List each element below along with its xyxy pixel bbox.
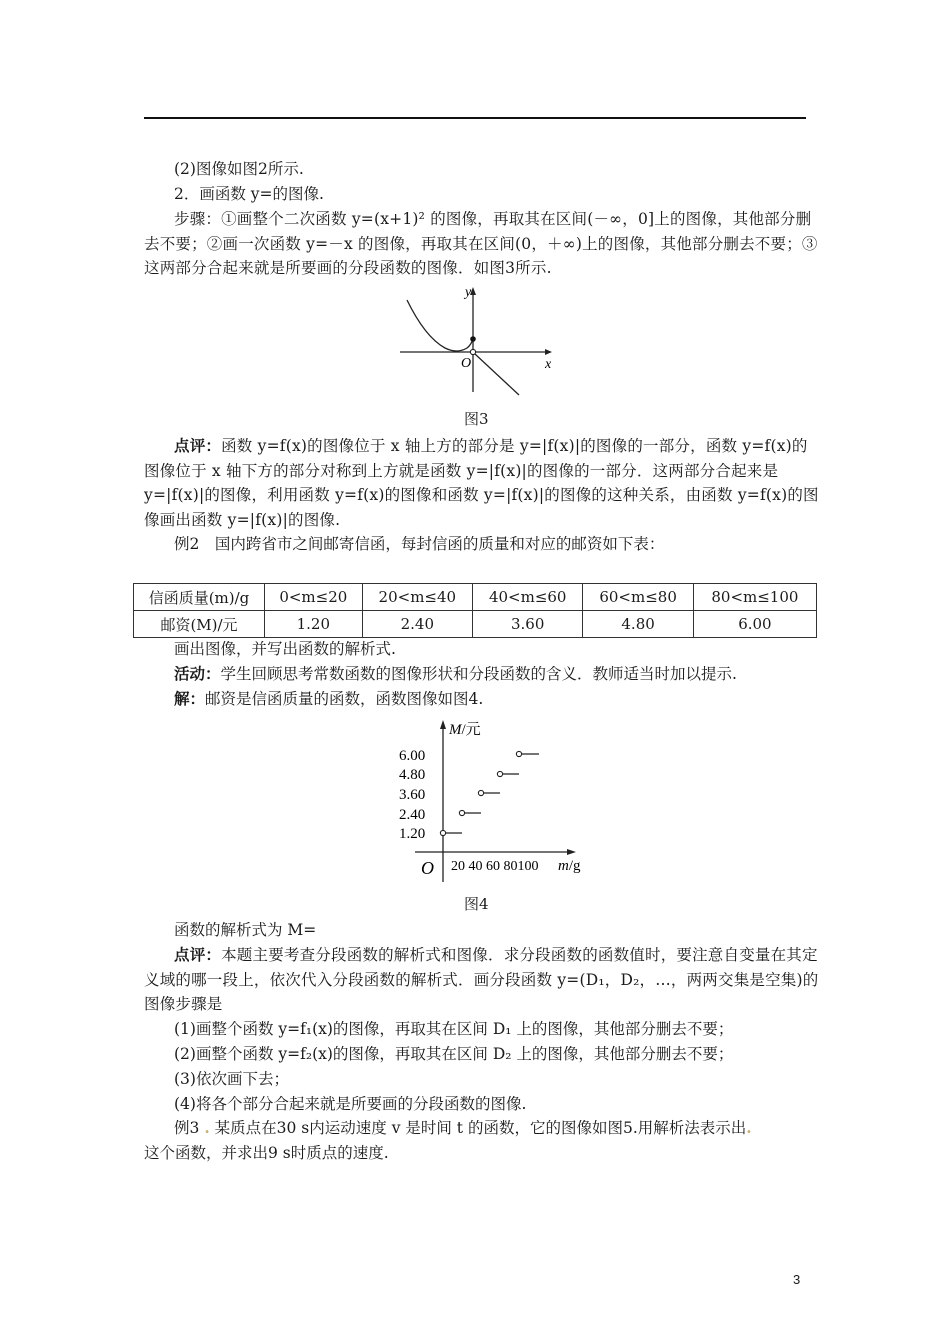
- table-cell: 20<m≤40: [362, 584, 472, 611]
- table-cell: 1.20: [265, 611, 363, 638]
- table-cell: 0<m≤20: [265, 584, 363, 611]
- comment-label: 点评：: [174, 945, 222, 964]
- comment-text: 函数 y=f(x)的图像位于 x 轴上方的部分是 y=|f(x)|的图像的一部分，函数 y=f(x)的图像位于 x 轴下方的部分对称到上方就是函数 y=|f(x)|的图像的一部分．这两部分合起来是 y=|f(x)|的图像，利用函数 y=f(x)的图像和函数 y=|f(x)|的图像的这种关系，由函数 y=f(x)的图像画出函数 y=|f(x)|的图像.: [144, 437, 819, 529]
- marker-dot: .: [746, 1118, 752, 1137]
- solution-text: 邮资是信函质量的函数，函数图像如图4.: [205, 690, 484, 708]
- step-item: (4)将各个部分合起来就是所要画的分段函数的图像.: [174, 1095, 527, 1113]
- origin-label: O: [421, 858, 434, 878]
- table-cell: 80<m≤100: [693, 584, 816, 611]
- table-cell: 4.80: [583, 611, 693, 638]
- y-axis-label: y: [465, 285, 472, 300]
- solution-label: 解：: [174, 689, 206, 708]
- y-tick-label: 4.80: [399, 767, 426, 783]
- solution-line: [174, 687, 483, 711]
- figure-4-caption: 图4: [464, 895, 489, 913]
- example-3-continuation: 这个函数，并求出9 s时质点的速度.: [144, 1144, 389, 1162]
- table-row: [134, 584, 817, 611]
- table-cell: 信函质量(m)/g: [134, 584, 265, 611]
- task-line: 画出图像，并写出函数的解析式.: [174, 640, 396, 658]
- y-tick-label: 1.20: [399, 826, 426, 842]
- comment-paragraph: [144, 943, 819, 1017]
- header-rule: [144, 117, 806, 119]
- origin-label: O: [461, 356, 472, 371]
- comment-text: 本题主要考查分段函数的解析式和图像．求分段函数的函数值时，要注意自变量在其定义域的哪一段上，依次代入分段函数的解析式．画分段函数 y=(D₁，D₂，…，两两交集是空集)的图像步骤是: [144, 946, 819, 1013]
- step-item: (3)依次画下去；: [174, 1070, 289, 1088]
- y-tick-label: 3.60: [399, 787, 426, 803]
- example-3-line: [174, 1116, 752, 1140]
- formula-line: 函数的解析式为 M=: [174, 921, 317, 939]
- table-cell: 60<m≤80: [583, 584, 693, 611]
- figure-3-caption: 图3: [464, 410, 489, 428]
- step-item: (1)画整个函数 y=f₁(x)的图像，再取其在区间 D₁ 上的图像，其他部分删去不要；: [174, 1020, 734, 1038]
- x-axis-label: m/g: [558, 858, 581, 874]
- comment-label: 点评：: [174, 436, 222, 455]
- marker-dot: .: [204, 1118, 210, 1137]
- table-cell: 40<m≤60: [473, 584, 583, 611]
- text-line: 2．画函数 y=的图像.: [174, 185, 324, 203]
- table-cell: 6.00: [693, 611, 816, 638]
- table-cell: 2.40: [362, 611, 472, 638]
- activity-label: 活动：: [174, 664, 221, 683]
- text-line: (2)图像如图2所示.: [174, 160, 304, 178]
- page-number: 3: [793, 1272, 801, 1287]
- table-cell: 邮资(M)/元: [134, 611, 265, 638]
- example-3-label: 例3: [174, 1119, 200, 1137]
- x-tick-labels: 20 40 60 80100: [451, 859, 539, 874]
- comment-paragraph: [144, 434, 819, 532]
- example-3-text: 某质点在30 s内运动速度 v 是时间 t 的函数，它的图像如图5.用解析法表示出: [214, 1119, 747, 1137]
- table-cell: 3.60: [473, 611, 583, 638]
- table-row: [134, 611, 817, 638]
- figure-4: [395, 712, 595, 892]
- example-2-intro: 例2 国内跨省市之间邮寄信函，每封信函的质量和对应的邮资如下表：: [174, 535, 665, 553]
- x-axis-label: x: [545, 357, 552, 372]
- y-axis-label: M/元: [449, 722, 481, 738]
- activity-line: [174, 662, 737, 686]
- postage-table: [133, 583, 817, 638]
- y-tick-label: 6.00: [399, 748, 426, 764]
- y-tick-label: 2.40: [399, 807, 426, 823]
- step-item: (2)画整个函数 y=f₂(x)的图像，再取其在区间 D₂ 上的图像，其他部分删去不要；: [174, 1045, 734, 1063]
- figure-3: [395, 282, 565, 397]
- steps-paragraph: 步骤：①画整个二次函数 y=(x+1)² 的图像，再取其在区间(－∞，0]上的图像，其他部分删去不要；②画一次函数 y=－x 的图像，再取其在区间(0，＋∞)上的图像，其他部分删去不要；③这两部分合起来就是所要画的分段函数的图像．如图3所示.: [144, 210, 818, 277]
- activity-text: 学生回顾思考常数函数的图像形状和分段函数的含义．教师适当时加以提示.: [220, 665, 737, 683]
